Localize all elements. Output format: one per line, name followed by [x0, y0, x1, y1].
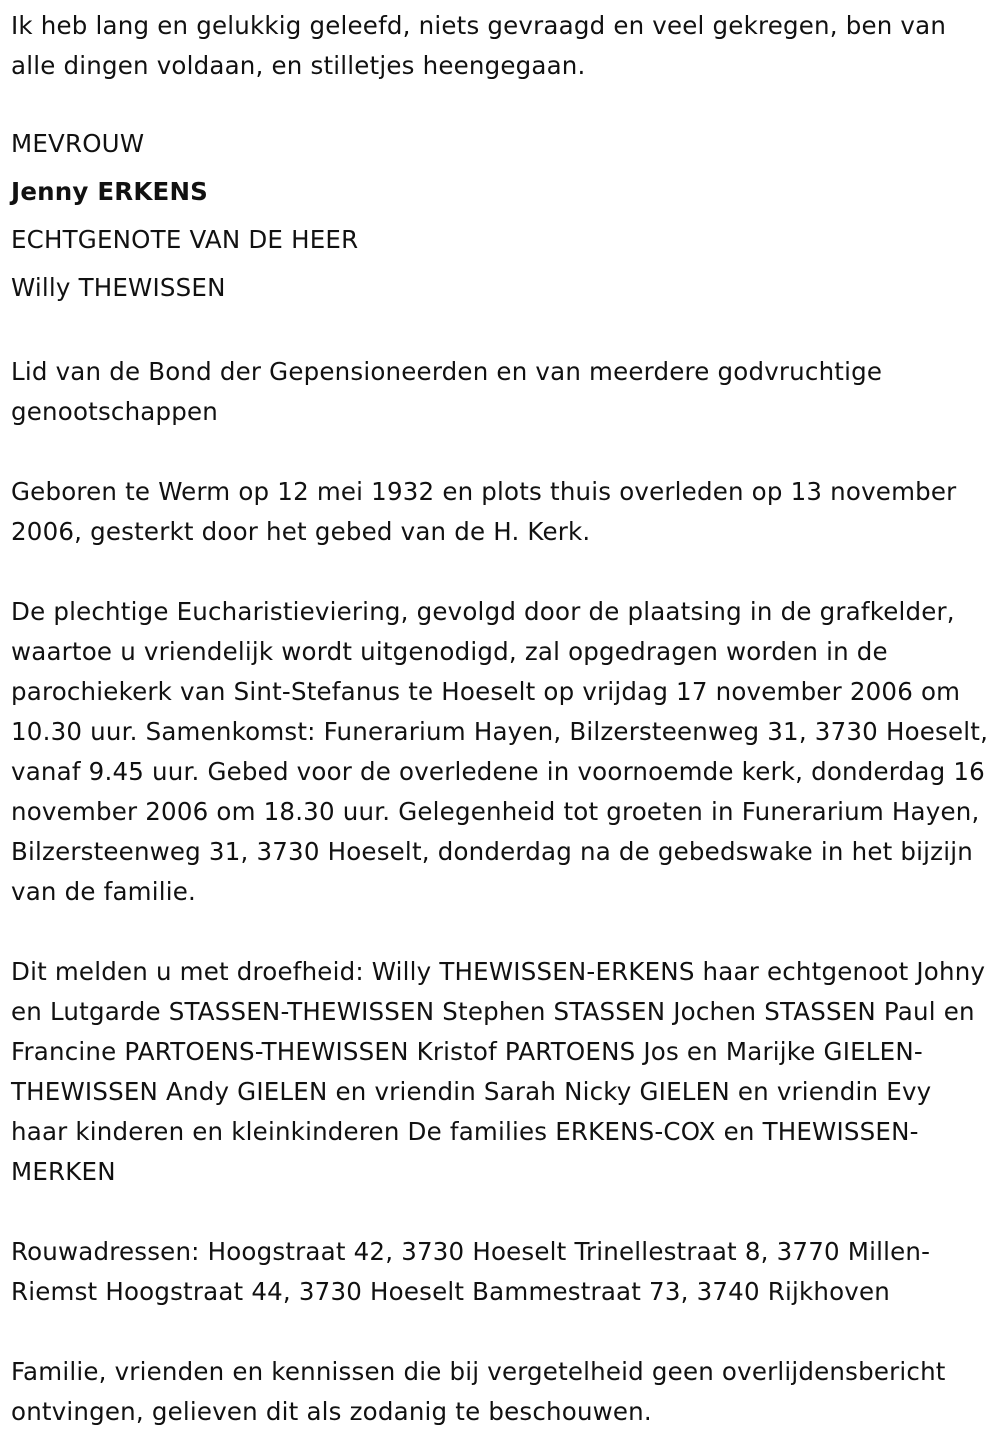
relation-label: ECHTGENOTE VAN DE HEER — [11, 225, 359, 254]
membership-paragraph: Lid van de Bond der Gepensioneerden en van meerdere godvruchtige genootschappen — [11, 357, 883, 426]
deceased-header — [11, 120, 992, 312]
family-paragraph: Dit melden u met droefheid: Willy THEWISSEN-ERKENS haar echtgenoot Johny en Lutgarde STASSEN-THEWISSEN Stephen STASSEN Jochen STASSEN Paul en Francine PARTOENS-THEWISSEN Kristof PARTOENS Jos en Marijke GIELEN-THEWISSEN Andy GIELEN en vriendin Sarah Nicky GIELEN en vriendin Evy haar kinderen en kleinkinderen De families ERKENS-COX en THEWISSEN-MERKEN — [11, 957, 986, 1186]
spouse-name: Willy THEWISSEN — [11, 273, 226, 302]
closing-paragraph: Familie, vrienden en kennissen die bij vergetelheid geen overlijdensbericht ontvingen, gelieven dit als zodanig te beschouwen. — [11, 1357, 946, 1426]
birth-death-paragraph: Geboren te Werm op 12 mei 1932 en plots thuis overleden op 13 november 2006, gesterkt door het gebed van de H. Kerk. — [11, 477, 957, 546]
motto-paragraph: Ik heb lang en gelukkig geleefd, niets gevraagd en veel gekregen, ben van alle dingen voldaan, en stilletjes heengegaan. — [11, 11, 947, 80]
honorific-title: MEVROUW — [11, 129, 145, 158]
deceased-name: Jenny ERKENS — [11, 177, 208, 206]
ceremony-paragraph: De plechtige Eucharistieviering, gevolgd door de plaatsing in de grafkelder, waartoe u vriendelijk wordt uitgenodigd, zal opgedragen worden in de parochiekerk van Sint-Stefanus te Hoeselt op vrijdag 17 november 2006 om 10.30 uur. Samenkomst: Funerarium Hayen, Bilzersteenweg 31, 3730 Hoeselt, vanaf 9.45 uur. Gebed voor de overledene in voornoemde kerk, donderdag 16 november 2006 om 18.30 uur. Gelegenheid tot groeten in Funerarium Hayen, Bilzersteenweg 31, 3730 Hoeselt, donderdag na de gebedswake in het bijzijn van de familie. — [11, 597, 989, 906]
addresses-paragraph: Rouwadressen: Hoogstraat 42, 3730 Hoeselt Trinellestraat 8, 3770 Millen-Riemst Hoogstraat 44, 3730 Hoeselt Bammestraat 73, 3740 Rijkhoven — [11, 1237, 931, 1306]
